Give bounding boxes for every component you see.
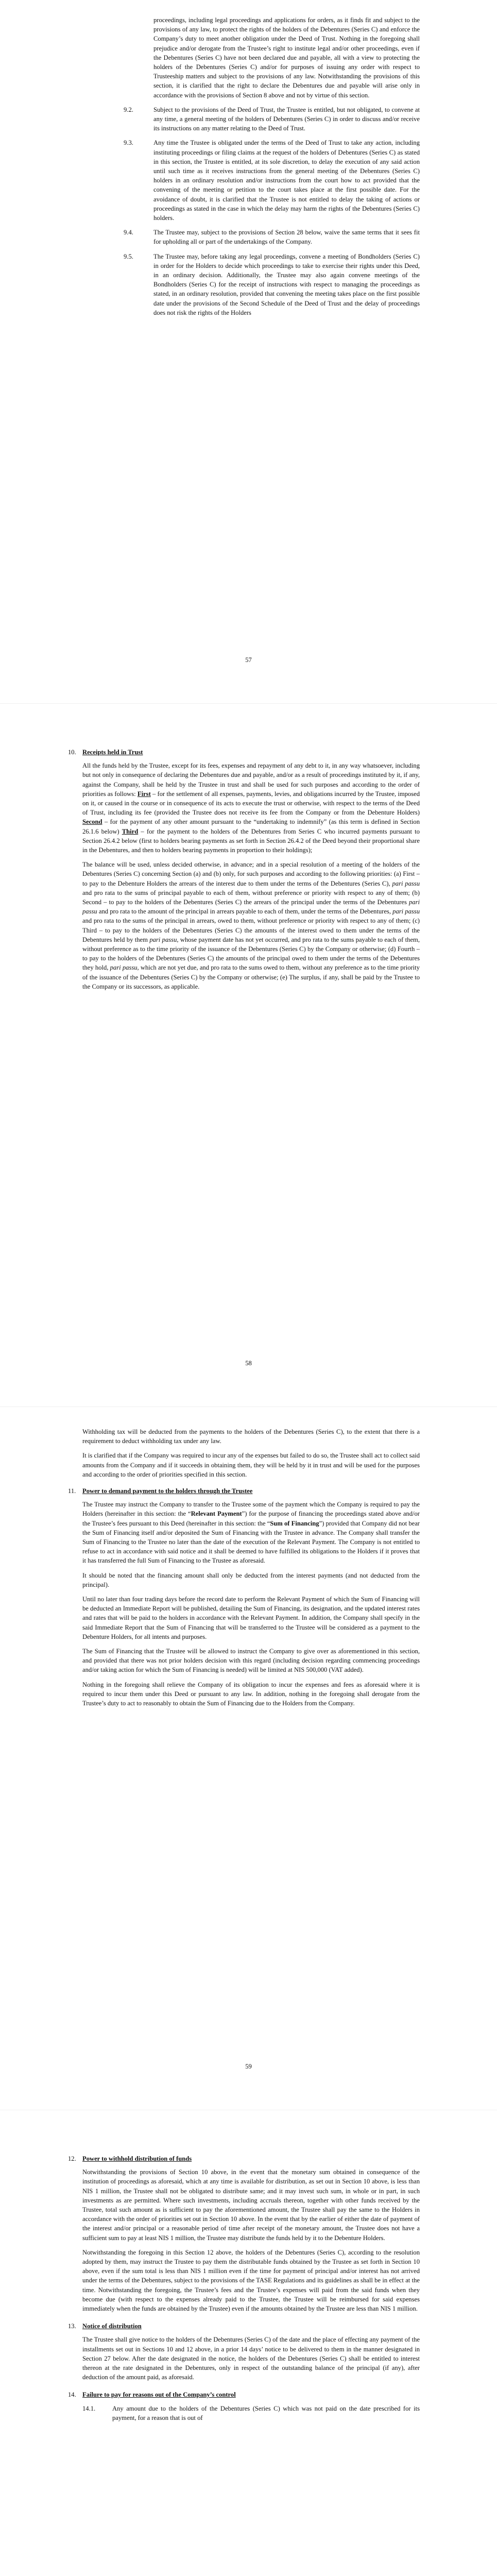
item-text: The Trustee may, before taking any legal proceedings, convene a meeting of Bondholders (Series C) in order for the Holders to decide which proceedings to take to exercise their rights under this Deed, in an ordinary decision. Additionally, the Trustee may also again convene meetings of the Bondholders (Series C) for the receipt of instructions with respect to managing the proceedings as stated, in an ordinary resolution, provided that convening the meeting takes place on the first possible date under the provisions of the Second Schedule of the Deed of Trust and the delay of proceedings does not risk the rights of the Holders [153,252,420,316]
section-title: Failure to pay for reasons out of the Company’s control [82,2391,236,2399]
item-number: 14.1. [82,2404,96,2412]
section-11-paragraph-1 [82,1500,420,1565]
page-60 [0,2110,497,2576]
section-14-1 [82,2404,420,2422]
text-run: – for the settlement of all expenses, payments, levies, and obligations incurred by the Trustee, imposed on it, or caused in the course or in consequence of its acts to execute the trust or otherwise, with respect to the terms of the Deed of Trust, including its fee (provided the Trustee does not receive its fee from the Company or from the Debenture Holders) [82,790,420,817]
page-57 [0,0,497,703]
item-text: Subject to the provisions of the Deed of Trust, the Trustee is entitled, but not obligated, to convene at any time, a general meeting of the holders of Debentures (Series C) in order to discuss and/or receive its instructions on any matter relating to the Deed of Trust. [153,106,420,132]
italic-term: pari passu [392,879,420,887]
section-9-5 [82,252,420,317]
text-run: , whose payment date has not yet occurred, and pro rata to the sums payable to each of them, without preference as to the time priority of the issuance of the Debentures (Series C) by the Company or otherwise; (d) Fourth – to pay to the holders of the Debentures (Series C) the amounts of the principal owed to them under the terms of the Debentures they hold, [82,936,420,972]
item-text: Any amount due to the holders of the Debentures (Series C) which was not paid on the date prescribed for its payment, for a reason that is out of [112,2404,420,2421]
section-11-heading [68,1486,420,1496]
first-label: First [137,790,151,798]
italic-term: pari passu [110,964,138,972]
expenses-paragraph: It is clarified that if the Company was required to incur any of the expenses but failed to do so, the Trustee shall act to collect said amounts from the Company and if it succeeds in obtaining them, they will be held by it in trust and will be used for the purposes and according to the order of priorities specified in this section. [82,1452,420,1478]
item-number: 9.5. [124,252,133,260]
section-11-paragraph-4: The Sum of Financing that the Trustee will be allowed to instruct the Company to give over as aforementioned in this section, and provided that there was not prior holders decision with this regard (including decision regarding commencing proceedings and/or taking action for which the Sum of Financing is needed) will be limited at NIS 500,000 (VAT added). [82,1648,420,1674]
section-11-paragraph-2: It should be noted that the financing amount shall only be deducted from the interest payments (and not deducted from the principal). [82,1571,420,1588]
section-number: 11. [68,1487,76,1495]
item-text: Any time the Trustee is obligated under the terms of the Deed of Trust to take any action, including instituting proceedings or filing claims at the request of the holders of Debentures (Series C) as stated in this section, the Trustee is entitled, at its sole discretion, to delay the execution of any said action until such time as it receives instructions from the general meeting of the Debentures (Series C) holders in an ordinary resolution and/or instructions from the court how to act provided that the convening of the meeting or petition to the court takes place at the first possible date. For the avoidance of doubt, it is clarified that the Trustee is not entitled to delay the taking of actions or proceedings as stated in the case in which the delay may harm the rights of the Debentures (Series C) holders. [153,139,420,222]
text-run: ”) for the purpose of financing the proceedings stated above and/or the Trustee’s fees pursuant to this Deed (hereinafter in this section: the “ [82,1510,420,1527]
defined-term: Sum of Financing [270,1519,319,1527]
text-run: All the funds held by the Trustee, except for its fees, expenses and repayment of any debt to it, in any way whatsoever, including but not only in consequence of declaring the Debentures due and payable, and/or as a result of proceedings instituted by it, if any, against the Company, shall be held by the Trustee in trust and shall be used for such purposes and according to the order of priorities as follows: [82,762,420,798]
text-run: and pro rata to the sums of the principal in arrears, owed to them, without preference or priority with respect to any of them; (c) Third – to pay to the holders of the Debentures (Series C) the amounts of the interest owed to them under the terms of the Debentures held by them [82,917,420,943]
italic-term: pari passu [149,936,177,943]
italic-term: pari passu [82,899,420,916]
section-13-paragraph-1: The Trustee shall give notice to the holders of the Debentures (Series C) of the date and the place of effecting any payment of the installments set out in Sections 10 and 12 above, in a prior 14 days’ notice to be delivered to them in the manner designated in Section 27 below. After the date designated in the notice, the holders of the Debentures (Series C) shall be entitled to interest thereon at the rate designated in the Debentures, only in respect of the outstanding balance of the principal (if any), after deduction of the amount paid, as aforesaid. [82,2336,420,2381]
section-number: 14. [68,2391,76,2399]
italic-term: pari passu [392,908,420,916]
section-14-heading [68,2390,420,2399]
section-10-heading [68,748,420,757]
section-9-4 [82,228,420,246]
section-13-heading [68,2321,420,2331]
section-10-paragraph-2 [82,860,420,991]
item-number: 9.3. [124,139,133,147]
third-label: Third [122,827,139,835]
item-number: 9.2. [124,106,133,113]
section-number: 12. [68,2155,76,2162]
section-title: Notice of distribution [82,2323,142,2330]
section-9-3 [82,138,420,223]
withholding-tax-paragraph: Withholding tax will be deducted from the payments to the holders of the Debentures (Series C), to the extent that there is a requirement to deduct withholding tax under any law. [82,1428,420,1445]
section-10-paragraph-1 [82,761,420,855]
section-11-paragraph-5: Nothing in the foregoing shall relieve the Company of its obligation to incur the expenses and fees as aforesaid where it is required to incur them under this Deed or pursuant to any law. In addition, nothing in the foregoing shall derogate from the Trustee’s duty to act to reasonably to obtain the Sum of Financing due to the Holders from the Company. [82,1681,420,1707]
continued-paragraph: proceedings, including legal proceedings and applications for orders, as it finds fit and subject to the provisions of any law, to protect the rights of the holders of the Debentures (Series C) and enforce the Company’s duty to meet another obligation under the Deed of Trust. Nothing in the foregoing shall prejudice and/or derogate from the Trustee’s right to institute legal and/or other proceedings, even if the Debentures (Series C) have not been declared due and payable, all with a view to protecting the holders of the Debentures (Series C) and/or for purposes of issuing any order with respect to Trusteeship matters and subject to the provisions of any law. Notwithstanding the provisions of this section, it is clarified that the right to declare the Debentures due and payable will arise only in accordance with the provisions of Section 8 above and not by virtue of this section. [153,16,420,99]
text-run: – for the payment to the holders of the Debentures from Series C who incurred payments pursuant to Section 26.4.2 below (first to holders bearing payments as set forth in Section 26.4.2 of the Deed beyond their proportional share in the Debentures, and then to holders bearing payments in proportion to their holdings); [82,827,420,854]
text-run: ”) provided that Company did not bear the Sum of Financing itself and/or deposited the Sum of Financing with the Trustee in advance. The Company shall transfer the Sum of Financing to the Trustee no later than the date of the execution of the Relevant Payment. The Company is not entitled to refuse to act in accordance with said notice and it shall be deemed to have fulfilled its obligations to the Holders if it proves that it has transferred the full Sum of Financing to the Trustee as aforesaid. [82,1519,420,1565]
item-text: The Trustee may, subject to the provisions of Section 28 below, waive the same terms that it sees fit for upholding all or part of the undertakings of the Company. [153,229,420,246]
section-title: Power to withhold distribution of funds [82,2155,192,2162]
section-12-paragraph-2: Notwithstanding the foregoing in this Section 12 above, the holders of the Debentures (Series C), according to the resolution adopted by them, may instruct the Trustee to pay them the distributable funds obtained by the Trustee as set forth in Section 10 above, even if the sum total is less than NIS 1 million even if the time for payment of principal and/or interest has not arrived under the terms of the Debentures, subject to the provisions of the TASE Regulations and its guidelines as shall be in effect at the time. Notwithstanding the foregoing, the Trustee’s fees and the Trustee’s expenses will paid from the said funds when they become due (with respect to the expenses already paid to the Trustee, the Trustee will be reimbursed for said expenses immediately when the funds are obtained by the Trustee) even if the amounts obtained by the Trustee are less than NIS 1 million. [82,2248,420,2313]
page-number: 57 [245,656,252,664]
section-12-paragraph-1: Notwithstanding the provisions of Section 10 above, in the event that the monetary sum obtained in consequence of the institution of proceedings as aforesaid, which at any time is available for distribution, as set out in Section 10 above, is less than NIS 1 million, the Trustee shall not be obligated to distribute same; and it may invest such sum, in whole or in part, in such investments as are permitted. Where such investments, including accruals thereon, together with other funds received by the Trustee, total such amount as is sufficient to pay the aforementioned amount, the Trustee shall pay the same to the Holders in accordance with the order of priorities set out in Section 10 above. In the event that by the earlier of either the date of payment of the interest and/or principal or a reasonable period of time after receipt of the monetary amount, the Trustee does not have a sufficient sum to pay at least NIS 1 million, the Trustee may distribute the funds held by it to the Debenture Holders. [82,2168,420,2242]
text-run: The Trustee may instruct the Company to transfer to the Trustee some of the payment which the Company is required to pay the Holders (hereinafter in this section: the “ [82,1501,420,1518]
text-run: – for the payment of any other amount pursuant to the “undertaking to indemnify” (as this term is defined in Section 26.1.6 below) [82,818,420,835]
section-number: 13. [68,2323,76,2330]
section-title: Receipts held in Trust [82,749,143,756]
section-title: Power to demand payment to the holders through the Trustee [82,1487,253,1495]
item-number: 9.4. [124,229,133,236]
text-run: and pro rata to the amount of the principal in arrears payable to each of them, under the terms of the Debentures, [97,908,393,916]
page-number: 59 [245,2063,252,2070]
section-9-2 [82,105,420,133]
text-run: and pro rata to the sums of principal payable to each of them, without preference or priority with respect to any of them; (b) Second – to pay to the holders of the Debentures (Series C) the arrears of the principal under the terms of the Debentures [82,889,420,906]
page-number: 58 [245,1360,252,1367]
page-59 [0,1406,497,2110]
text-run: , which are not yet due, and pro rata to the sums owed to them, without any preference as to the time priority of the issuance of the Debentures (Series C) by the Company or otherwise; (e) The surplus, if any, shall be paid by the Trustee to the Company or its successors, as applicable. [82,964,420,990]
section-12-heading [68,2154,420,2163]
page-58 [0,703,497,1406]
section-11-paragraph-3: Until no later than four trading days before the record date to perform the Relevant Payment of which the Sum of Financing will be deducted an Immediate Report will be published, detailing the Sum of Financing, its designation, and the updated interest rates and rates that will be paid to the holders in accordance with the Relevant Payment. In addition, the Company shall specify in the said Immediate Report that the Sum of Financing that will be transferred to the Trustee will be considered as a payment to the Debenture Holders, for all intents and purposes. [82,1596,420,1640]
text-run: The balance will be used, unless decided otherwise, in advance; and in a special resolution of a meeting of the holders of the Debentures (Series C) concerning Section (a) and (b) only, for such purposes and according to the following priorities: (a) First – to pay to the Debenture Holders the arrears of the interest due to them under the terms of the Debentures (Series C), [82,861,420,887]
section-number: 10. [68,749,76,756]
second-label: Second [82,818,102,826]
defined-term: Relevant Payment [191,1510,242,1518]
